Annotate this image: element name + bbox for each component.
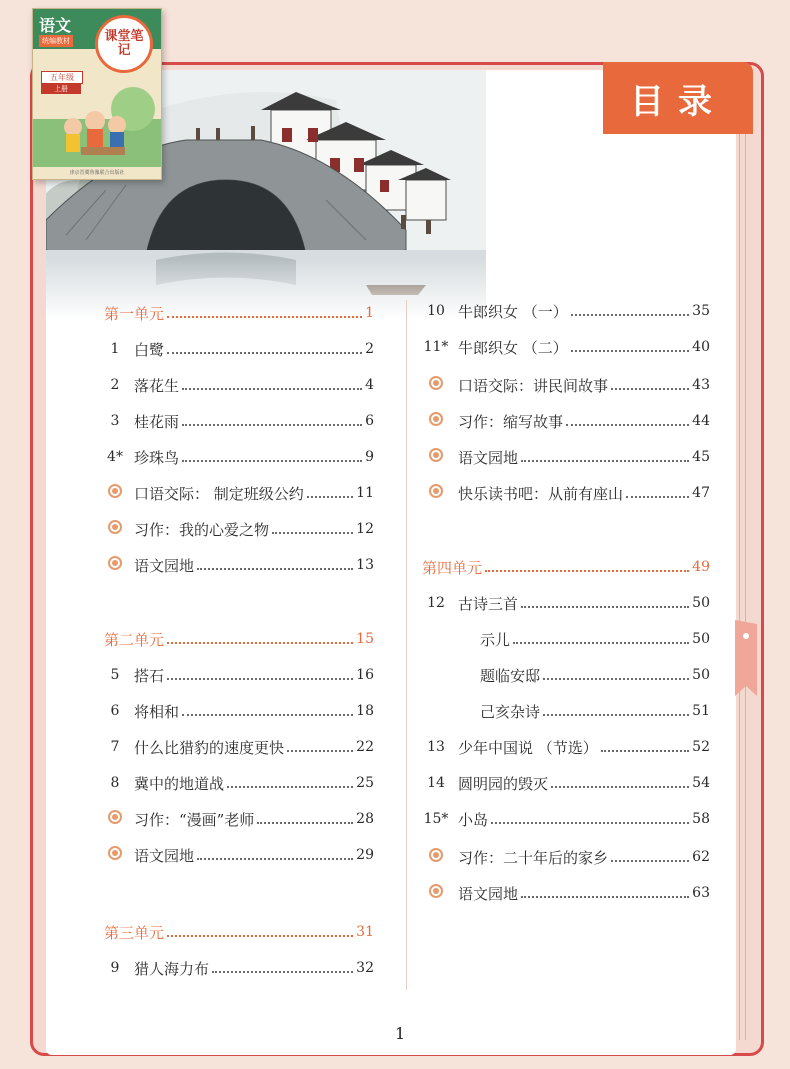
toc-entry-title: 习作：二十年后的家乡	[458, 848, 609, 867]
toc-page-number: 51	[692, 703, 710, 719]
dot-leader	[601, 750, 689, 752]
toc-entry-title: 搭石	[134, 666, 165, 685]
toc-entry-number: 15*	[423, 811, 449, 827]
toc-page-number: 1	[365, 305, 374, 321]
dot-leader	[513, 642, 689, 644]
toc-page-number: 49	[692, 559, 710, 575]
bookmark-ribbon	[733, 620, 759, 700]
toc-page-number: 45	[692, 449, 710, 465]
toc-entry-title: 落花生	[134, 376, 180, 395]
dot-leader	[521, 606, 689, 608]
dot-leader	[272, 532, 353, 534]
toc-entry-title: 第一单元	[104, 304, 165, 323]
toc-page-number: 11	[356, 485, 374, 501]
toc-entry-number: 14	[427, 775, 445, 791]
toc-entry	[104, 950, 374, 986]
page-title: 目录	[630, 81, 726, 122]
toc-entry	[422, 875, 710, 911]
toc-page-number: 2	[365, 341, 374, 357]
toc-entry-title: 牛郎织女 （二）	[458, 338, 568, 357]
toc-page-number: 40	[692, 339, 710, 355]
toc-entry-title: 圆明园的毁灭	[458, 774, 549, 793]
toc-entry-title: 快乐读书吧：从前有座山	[458, 484, 624, 503]
toc-entry	[422, 293, 710, 329]
dot-leader	[167, 642, 353, 644]
toc-page-number: 15	[356, 631, 374, 647]
dot-leader	[521, 896, 689, 898]
circle-bullet-icon	[108, 556, 122, 570]
circle-bullet-icon	[108, 810, 122, 824]
dot-leader	[551, 786, 689, 788]
toc-entry-number: 4*	[107, 449, 123, 465]
circle-bullet-icon	[429, 376, 443, 390]
toc-page-number: 16	[356, 667, 374, 683]
toc-page-number: 54	[692, 775, 710, 791]
toc-entry-title: 将相和	[134, 702, 180, 721]
toc-entry	[422, 439, 710, 475]
cover-publisher: 津京晋冀鲁豫联合出版社	[33, 167, 161, 179]
dot-leader	[167, 678, 353, 680]
toc-page-number: 52	[692, 739, 710, 755]
circle-bullet-icon	[429, 412, 443, 426]
toc-entry-number: 7	[110, 739, 120, 755]
toc-entry	[422, 475, 710, 511]
toc-unit-heading	[104, 914, 374, 950]
toc-entry-title: 口语交际：讲民间故事	[458, 376, 609, 395]
dot-leader	[543, 714, 689, 716]
toc-page-number: 4	[365, 377, 374, 393]
dot-leader	[611, 388, 689, 390]
toc-page-number: 22	[356, 739, 374, 755]
book-cover	[32, 8, 162, 180]
dot-leader	[167, 935, 353, 937]
toc-entry-title: 猎人海力布	[134, 959, 210, 978]
toc-entry	[422, 585, 710, 621]
toc-page-number: 44	[692, 413, 710, 429]
toc-entry	[104, 693, 374, 729]
toc-entry-title: 白鹭	[134, 340, 165, 359]
dot-leader	[227, 786, 353, 788]
dot-leader	[491, 822, 689, 824]
dot-leader	[611, 860, 689, 862]
toc-entry-title: 示儿	[480, 630, 511, 649]
toc-entry-title: 珍珠鸟	[134, 448, 180, 467]
circle-bullet-icon	[429, 884, 443, 898]
toc-entry-number: 12	[427, 595, 445, 611]
dot-leader	[197, 858, 353, 860]
toc-page-number: 32	[356, 960, 374, 976]
toc-entry	[422, 367, 710, 403]
toc-entry-number: 6	[110, 703, 120, 719]
toc-entry-number: 2	[110, 377, 120, 393]
toc-page-number: 63	[692, 885, 710, 901]
toc-entry-title: 己亥杂诗	[480, 702, 541, 721]
dot-leader	[167, 316, 362, 318]
toc-page-number: 62	[692, 849, 710, 865]
dot-leader	[182, 460, 362, 462]
toc-unit-heading	[104, 295, 374, 331]
toc-entry	[104, 657, 374, 693]
toc-entry	[422, 801, 710, 837]
toc-entry-title: 习作：缩写故事	[458, 412, 564, 431]
toc-page-number: 29	[356, 847, 374, 863]
column-divider	[406, 300, 407, 990]
page-number: 1	[395, 1024, 406, 1043]
toc-entry-title: 第三单元	[104, 923, 165, 942]
toc-entry-title: 少年中国说 （节选）	[458, 738, 598, 757]
toc-entry	[422, 765, 710, 801]
dot-leader	[626, 496, 689, 498]
toc-entry	[104, 547, 374, 583]
dot-leader	[287, 750, 353, 752]
toc-entry-number: 9	[110, 960, 120, 976]
dot-leader	[182, 388, 362, 390]
toc-entry-number: 1	[110, 341, 120, 357]
toc-page-number: 50	[692, 631, 710, 647]
toc-entry-number: 13	[427, 739, 445, 755]
toc-page-number: 43	[692, 377, 710, 393]
toc-entry	[422, 729, 710, 765]
dot-leader	[566, 424, 689, 426]
cover-illustration	[33, 69, 161, 169]
circle-bullet-icon	[429, 848, 443, 862]
dot-leader	[571, 350, 689, 352]
toc-page-number: 25	[356, 775, 374, 791]
toc-entry-title: 题临安邸	[480, 666, 541, 685]
toc-page-number: 50	[692, 667, 710, 683]
toc-entry-title: 桂花雨	[134, 412, 180, 431]
toc-entry-number: 5	[110, 667, 120, 683]
toc-entry-title: 什么比猎豹的速度更快	[134, 738, 285, 757]
toc-page-number: 9	[365, 449, 374, 465]
cover-grade: 五年级	[41, 71, 83, 84]
toc-entry-number: 8	[110, 775, 120, 791]
toc-entry-number: 11*	[423, 339, 449, 355]
toc-entry-title: 语文园地	[458, 884, 519, 903]
toc-entry	[104, 367, 374, 403]
toc-entry-title: 语文园地	[134, 846, 195, 865]
dot-leader	[257, 822, 353, 824]
dot-leader	[182, 714, 353, 716]
toc-entry-title: 语文园地	[458, 448, 519, 467]
toc-entry	[422, 621, 710, 657]
dot-leader	[167, 352, 362, 354]
toc-unit-heading	[104, 621, 374, 657]
toc-entry-title: 小岛	[458, 810, 489, 829]
toc-entry	[104, 331, 374, 367]
toc-entry-title: 第二单元	[104, 630, 165, 649]
circle-bullet-icon	[429, 484, 443, 498]
toc-entry	[422, 403, 710, 439]
circle-bullet-icon	[108, 484, 122, 498]
toc-entry	[422, 329, 710, 365]
toc-page-number: 12	[356, 521, 374, 537]
toc-page-number: 13	[356, 557, 374, 573]
circle-bullet-icon	[429, 448, 443, 462]
toc-page-number: 35	[692, 303, 710, 319]
toc-entry	[104, 475, 374, 511]
toc-entry-number: 10	[427, 303, 445, 319]
cover-tag: 统编教材	[39, 35, 73, 47]
cover-series: 语文	[39, 16, 72, 35]
dot-leader	[521, 460, 689, 462]
toc-entry-title: 口语交际： 制定班级公约	[134, 484, 304, 503]
toc-page-number: 6	[365, 413, 374, 429]
toc-entry	[104, 729, 374, 765]
cover-brand: 课堂笔记	[95, 15, 153, 73]
toc-entry	[104, 837, 374, 873]
toc-entry	[104, 403, 374, 439]
toc-page-number: 50	[692, 595, 710, 611]
toc-entry-title: 冀中的地道战	[134, 774, 225, 793]
toc-entry	[104, 801, 374, 837]
dot-leader	[485, 570, 689, 572]
toc-entry-title: 第四单元	[422, 558, 483, 577]
dot-leader	[212, 971, 353, 973]
toc-unit-heading	[422, 549, 710, 585]
toc-entry	[422, 657, 710, 693]
toc-page-number: 58	[692, 811, 710, 827]
toc-page-number: 31	[356, 924, 374, 940]
toc-entry	[104, 765, 374, 801]
toc-entry-title: 牛郎织女 （一）	[458, 302, 568, 321]
toc-page-number: 28	[356, 811, 374, 827]
toc-entry-title: 习作：我的心爱之物	[134, 520, 270, 539]
toc-entry-title: 古诗三首	[458, 594, 519, 613]
toc-entry-title: 习作：“漫画”老师	[134, 810, 255, 829]
toc-page-number: 18	[356, 703, 374, 719]
dot-leader	[307, 496, 353, 498]
toc-page-number: 47	[692, 485, 710, 501]
dot-leader	[182, 424, 362, 426]
toc-entry-number: 3	[110, 413, 120, 429]
circle-bullet-icon	[108, 846, 122, 860]
dot-leader	[197, 568, 353, 570]
toc-entry	[104, 511, 374, 547]
toc-entry	[422, 693, 710, 729]
toc-entry-title: 语文园地	[134, 556, 195, 575]
toc-entry	[104, 439, 374, 475]
toc-entry	[422, 839, 710, 875]
circle-bullet-icon	[108, 520, 122, 534]
dot-leader	[571, 314, 689, 316]
cover-term: 上册	[41, 84, 81, 94]
dot-leader	[543, 678, 689, 680]
